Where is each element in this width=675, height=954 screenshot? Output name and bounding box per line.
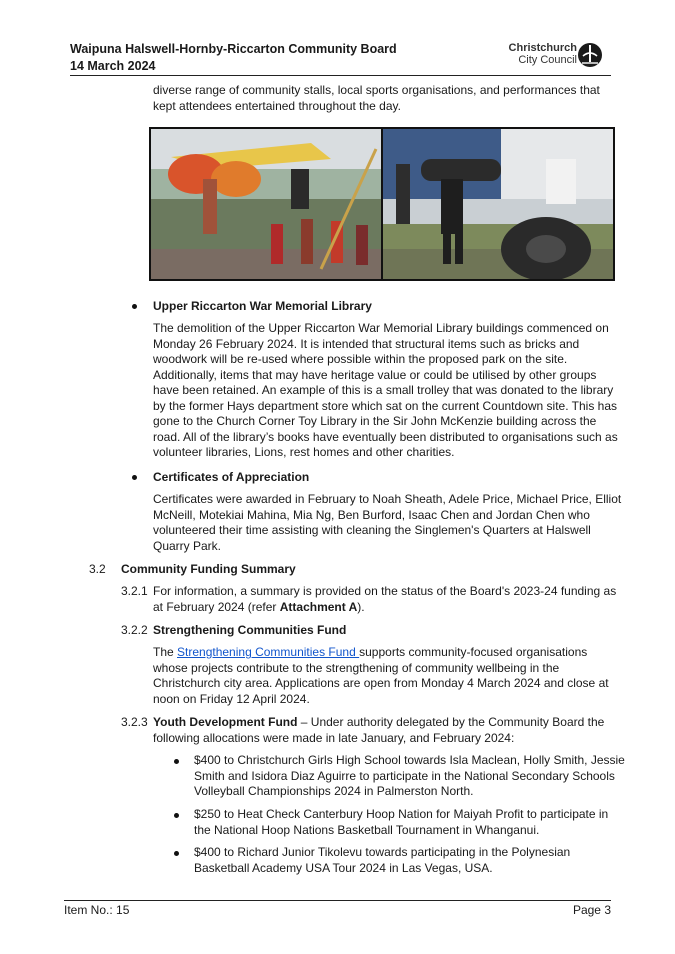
bullet-icon — [174, 851, 179, 856]
bullet-icon — [132, 475, 137, 480]
council-emblem-icon — [577, 42, 603, 68]
section-number: 3.2 — [89, 562, 106, 576]
bullet-icon — [132, 304, 137, 309]
logo-text-line1: Christchurch — [508, 42, 577, 54]
allocation-item: $250 to Heat Check Canterbury Hoop Nation for Maiyah Profit to participate in the National Hoop Nations Basketball Tournament in Whanganui. — [194, 807, 609, 837]
strengthening-communities-fund-link[interactable]: Strengthening Communities Fund — [177, 645, 360, 659]
attachment-reference: Attachment A — [279, 599, 358, 614]
subsection-number: 3.2.3 — [121, 715, 148, 729]
bullet-icon — [174, 813, 179, 818]
subsection-heading: Strengthening Communities Fund — [153, 623, 347, 637]
event-photo-collage — [149, 127, 615, 281]
page-header — [70, 41, 397, 75]
meeting-date: 14 March 2024 — [70, 59, 156, 73]
council-logo — [497, 42, 605, 70]
logo-text-line2: City Council — [518, 54, 577, 66]
page-number: Page 3 — [572, 903, 611, 917]
youth-fund-paragraph: Youth Development Fund – Under authority delegated by the Community Board the following allocations were made in late January, and February 2024: — [153, 715, 605, 745]
allocation-item: $400 to Richard Junior Tikolevu towards participating in the Polynesian Basketball Academy USA Tour 2024 in Las Vegas, USA. — [194, 845, 571, 875]
certificates-heading: Certificates of Appreciation — [153, 470, 310, 484]
subsection-heading: Youth Development Fund — [153, 715, 298, 729]
allocation-item: $400 to Christchurch Girls High School towards Isla Maclean, Holly Smith, Jessie Smith and Isidora Diaz Aguirre to participate in the National Secondary Schools Volleyball Championships 2024 in Palmerston North. — [194, 753, 625, 798]
funding-summary-paragraph: For information, a summary is provided on the status of the Board's 2023-24 funding as at February 2024 (refer Attachment A). — [153, 584, 617, 614]
intro-paragraph: diverse range of community stalls, local sports organisations, and performances that kept attendees entertained throughout the day. — [153, 83, 600, 113]
subsection-number: 3.2.2 — [121, 623, 148, 637]
certificates-paragraph: Certificates were awarded in February to Noah Sheath, Adele Price, Michael Price, Elliot McNeill, Motekiai Mahina, Mia Ng, Ben Burford, Isaac Chen and Jordan Chen who volunteered their time assisting with cleaning the Singlemen's Quarters at Halswell Quarry Park. — [153, 492, 622, 553]
strengthening-fund-paragraph: The Strengthening Communities Fund supports community-focused organisations whose projects contribute to the strengthening of community wellbeing in the Christchurch city area. Applications are open from Monday 4 March 2024 and close at noon on Friday 12 April 2024. — [153, 645, 609, 706]
event-photos-image — [151, 129, 613, 279]
footer-rule — [64, 900, 611, 901]
library-paragraph: The demolition of the Upper Riccarton War Memorial Library buildings commenced on Monday 26 February 2024. It is intended that structural items such as bricks and woodwork will be re-used where possible within the proposed park on the site. Additionally, items that may have heritage value or could be utilised by other groups have been retained. An example of this is a small trolley that was donated to the library by the former Hays department store which sat on the current Countdown site. This has gone to the Church Corner Toy Library in the Sir John McKenzie building across the road. All of the library’s books have eventually been distributed to organisations such as volunteer libraries, Lions, rest homes and other charities. — [153, 321, 618, 459]
library-heading: Upper Riccarton War Memorial Library — [153, 299, 372, 313]
section-heading: Community Funding Summary — [121, 562, 296, 576]
bullet-icon — [174, 759, 179, 764]
item-number: Item No.: 15 — [64, 903, 130, 917]
board-name: Waipuna Halswell-Hornby-Riccarton Community Board — [70, 42, 397, 56]
subsection-number: 3.2.1 — [121, 584, 148, 598]
header-rule — [70, 75, 611, 76]
